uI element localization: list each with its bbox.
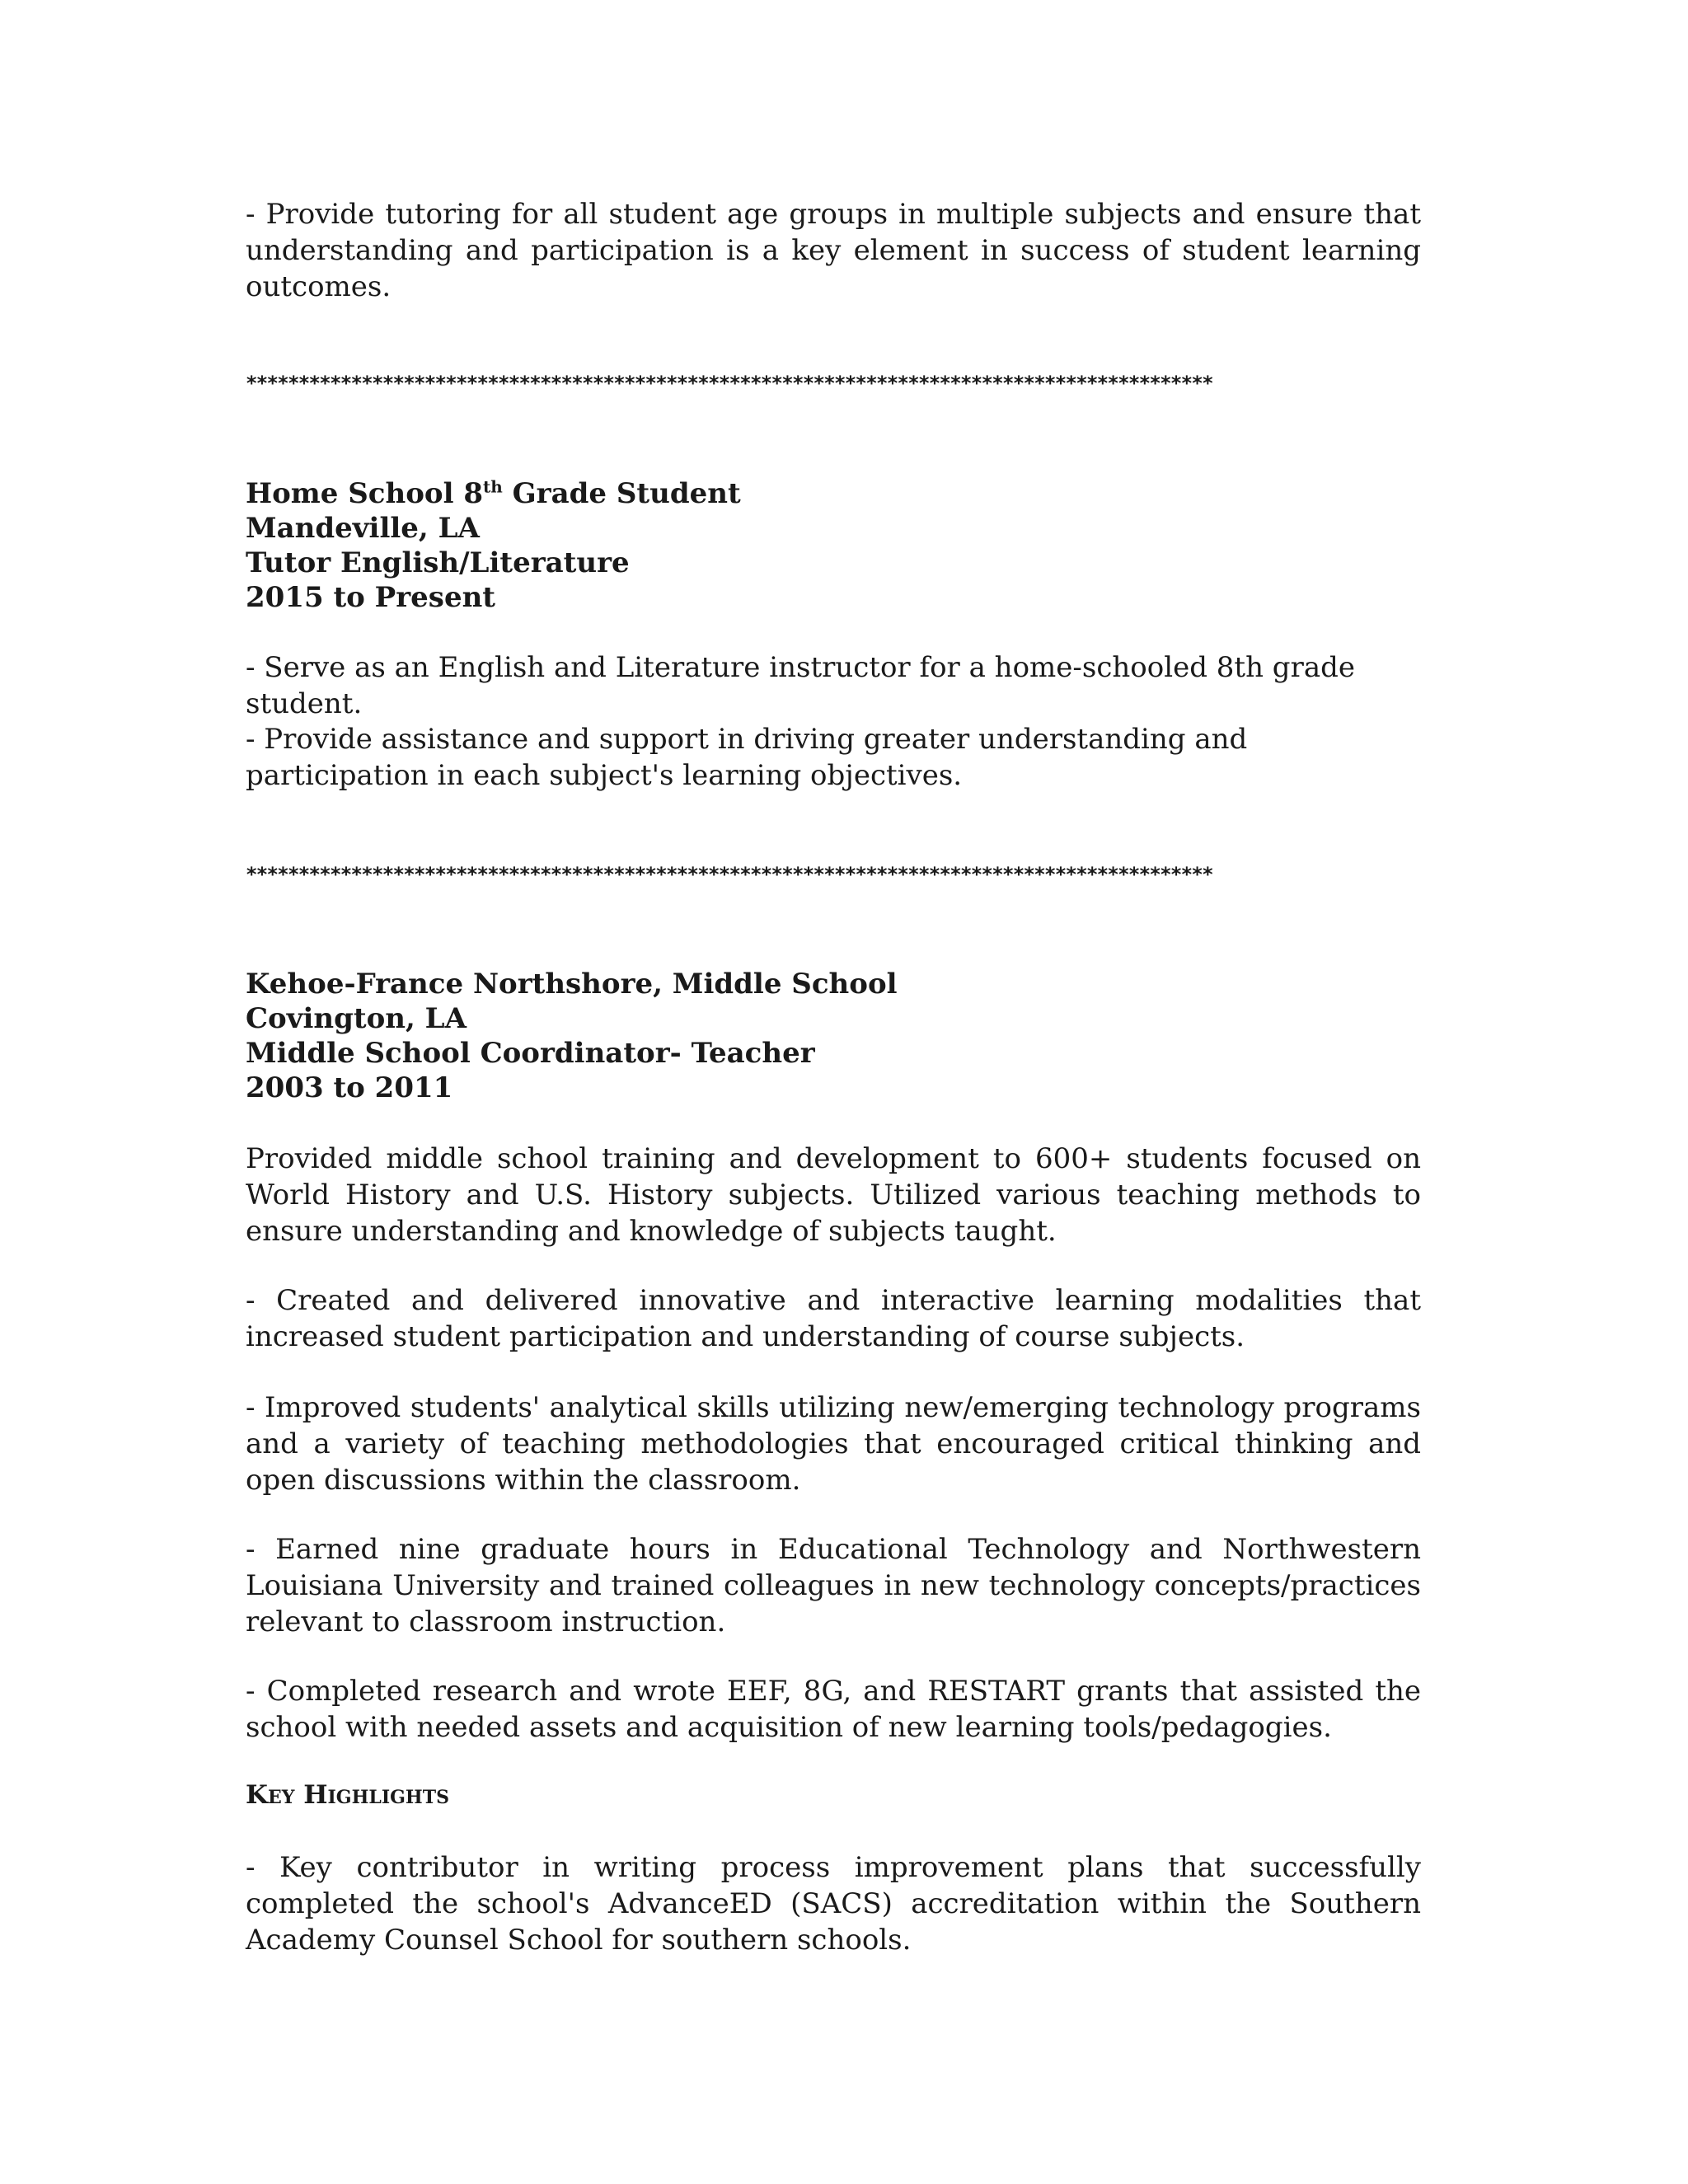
job1-bullet-1: - Serve as an English and Literature instructor for a home-schooled 8th grade student. — [246, 651, 1355, 720]
job1-bullet-2: - Provide assistance and support in driving greater understanding and participation in each subject's learning objectives. — [246, 723, 1248, 792]
job1-dates: 2015 to Present — [246, 581, 495, 614]
separator-1: ******************************************************************************************** — [246, 372, 1212, 395]
job2-dates: 2003 to 2011 — [246, 1071, 453, 1104]
job2-summary: Provided middle school training and development to 600+ students focused on World History and U.S. History subjects. Utilized various teaching methods to ensure understanding and knowledge of subjects taught. — [246, 1142, 1421, 1248]
job1-location: Mandeville, LA — [246, 512, 480, 545]
job1-employer-text: Home School 8 — [246, 477, 483, 510]
job1-employer-sup: th — [483, 476, 503, 497]
key-highlights-heading: Key Highlights — [246, 1780, 449, 1810]
tutoring-bullet: - Provide tutoring for all student age groups in multiple subjects and ensure that understanding and participation is a key element in success of student learning outcomes. — [246, 198, 1421, 303]
job2-title: Middle School Coordinator- Teacher — [246, 1037, 815, 1070]
job1-employer-text-end: Grade Student — [502, 477, 741, 510]
job2-bullet-1: - Created and delivered innovative and interactive learning modalities that increased student participation and understanding of course subjects. — [246, 1284, 1421, 1353]
job2-bullet-3: - Earned nine graduate hours in Educational Technology and Northwestern Louisiana University and trained colleagues in new technology concepts/practices relevant to classroom instruction. — [246, 1533, 1421, 1638]
job2-bullet-4: - Completed research and wrote EEF, 8G, and RESTART grants that assisted the school with needed assets and acquisition of new learning tools/pedagogies. — [246, 1675, 1421, 1744]
highlight-1: - Key contributor in writing process improvement plans that successfully completed the school's AdvanceED (SACS) accreditation within the Southern Academy Counsel School for southern schools. — [246, 1851, 1421, 1957]
separator-2: ******************************************************************************************** — [246, 863, 1212, 886]
job2-header — [246, 967, 1421, 1105]
job1-title: Tutor English/Literature — [246, 546, 630, 579]
job1-employer — [246, 476, 1421, 511]
job2-employer: Kehoe-France Northshore, Middle School — [246, 968, 898, 1001]
job2-location: Covington, LA — [246, 1002, 467, 1035]
job2-bullet-2: - Improved students' analytical skills utilizing new/emerging technology programs and a variety of teaching methodologies that encouraged critical thinking and open discussions within the classroom. — [246, 1391, 1421, 1497]
job1-header — [246, 476, 1421, 615]
